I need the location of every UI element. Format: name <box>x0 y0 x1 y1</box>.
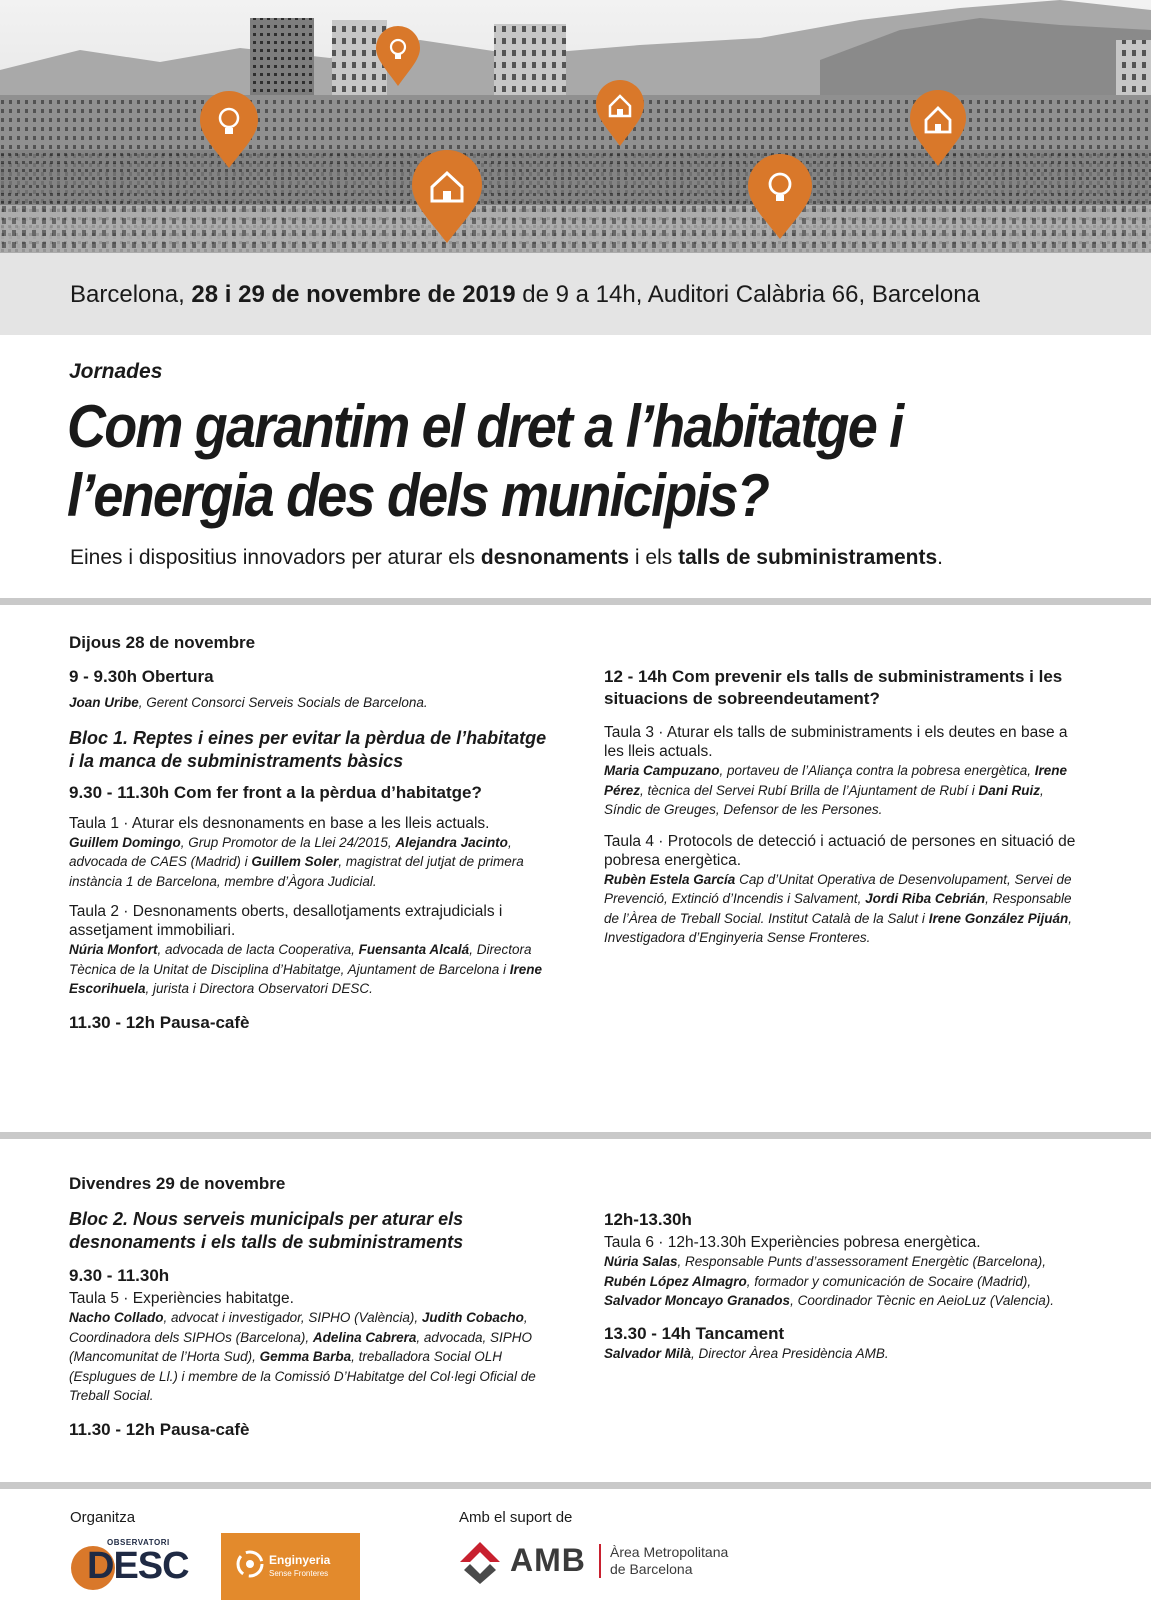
hero-cityscape <box>0 0 1151 253</box>
esf-logo-subtext: Sense Fronteres <box>269 1569 329 1578</box>
subtitle: Eines i dispositius innovadors per aturar els desnonaments i els talls de subministraments. <box>70 546 944 569</box>
taula6-speakers: Núria Salas, Responsable Punts d’assessorament Energètic (Barcelona), Rubén López Almagro, formador y comunicación de Socaire (Madrid), Salvador Moncayo Granados, Coordinador Tècnic en AeioLuz (Valencia). <box>604 1254 1054 1308</box>
section-divider <box>0 598 1151 605</box>
bloc2-title: Bloc 2. Nous serveis municipals per aturar els desnonaments i els talls de subministraments <box>69 1209 464 1252</box>
section-divider <box>0 1482 1151 1489</box>
section-divider <box>0 1132 1151 1139</box>
pause-day2: 11.30 - 12h Pausa-cafè <box>69 1419 250 1439</box>
amb-logo-text: AMB <box>510 1542 586 1578</box>
cityscape-illustration <box>0 0 1151 253</box>
closing-speaker: Salvador Milà, Director Àrea Presidència AMB. <box>604 1345 889 1361</box>
day1-right-column <box>604 666 1084 948</box>
taula5-speakers: Nacho Collado, advocat i investigador, SIPHO (València), Judith Cobacho, Coordinadora dels SIPHOs (Barcelona), Adelina Cabrera, advocada, SIPHO (Mancomunitat de l’Horta Sud), Gemma Barba, treballadora Social OLH (Esplugues de Ll.) i membre de la Comissió D’Habitatge del Col·legi Oficial de Treball Social. <box>69 1310 536 1403</box>
day1-date: Dijous 28 de novembre <box>69 633 256 652</box>
pause-day1: 11.30 - 12h Pausa-cafè <box>69 1012 250 1032</box>
desc-logo-text: DESC <box>87 1545 189 1587</box>
opening-session: 9 - 9.30h Obertura <box>69 667 214 686</box>
taula1-title: Taula 1 · Aturar els desnonaments en base a les lleis actuals. <box>69 814 490 832</box>
desc-logo-small: OBSERVATORI <box>107 1538 170 1547</box>
esf-logo-text: Enginyeria <box>269 1553 331 1567</box>
day2-right-column <box>604 1210 1084 1363</box>
taula3-speakers: Maria Campuzano, portaveu de l’Aliança contra la pobresa energètica, Irene Pérez, tècnica del Servei Rubí Brilla de l’Ajuntament de Rubí i Dani Ruiz, Síndic de Greuges, Defensor de les Persones. <box>604 763 1068 817</box>
support-label: Amb el suport de <box>459 1509 573 1526</box>
taula4-speakers: Rubèn Estela García Cap d’Unitat Operativa de Desenvolupament, Servei de Prevenció, Extinció d’Incendis i Salvament, Jordi Riba Cebrián, Responsable de l’Àrea de Treball Social. Institut Català de la Salut i Irene González Pijuán, Investigadora d’Enginyeria Sense Fronteres. <box>604 871 1072 945</box>
opening-speaker: Joan Uribe, Gerent Consorci Serveis Socials de Barcelona. <box>69 695 428 710</box>
day2-left-column <box>69 1174 549 1440</box>
taula4-title: Taula 4 · Protocols de detecció i actuació de persones en situació de pobresa energètica. <box>604 832 1076 869</box>
day2-time1: 9.30 - 11.30h <box>69 1266 170 1285</box>
kicker: Jornades <box>69 360 163 383</box>
page-title: Com garantim el dret a l’habitatge i l’energia des dels municipis? <box>67 393 903 529</box>
taula6-title: Taula 6 · 12h-13.30h Experiències pobresa energètica. <box>604 1234 981 1251</box>
session1-title: 9.30 - 11.30h Com fer front a la pèrdua d’habitatge? <box>69 782 482 802</box>
taula3-title: Taula 3 · Aturar els talls de subministraments i els deutes en base a les lleis actuals. <box>604 724 1068 760</box>
taula2-speakers: Núria Monfort, advocada de lacta Cooperativa, Fuensanta Alcalá, Directora Tècnica de la Unitat de Disciplina d’Habitatge, Ajuntament de Barcelona i Irene Escorihuela, jurista i Directora Observatori DESC. <box>69 942 543 996</box>
organizer-label: Organitza <box>70 1509 136 1526</box>
taula5-title: Taula 5 · Experiències habitatge. <box>69 1290 294 1307</box>
bloc1-title: Bloc 1. Reptes i eines per evitar la pèrdua de l’habitatge i la manca de subministraments bàsics <box>69 727 547 771</box>
day2-time2: 12h-13.30h <box>604 1210 692 1229</box>
event-date-line: Barcelona, 28 i 29 de novembre de 2019 de 9 a 14h, Auditori Calàbria 66, Barcelona <box>70 281 980 308</box>
esf-logo-icon <box>235 1549 265 1579</box>
closing-session: 13.30 - 14h Tancament <box>604 1323 785 1343</box>
amb-logo-caption: Àrea Metropolitana de Barcelona <box>610 1544 729 1577</box>
enginyeria-sense-fronteres-logo <box>221 1533 360 1600</box>
day1-left-column <box>69 633 549 1033</box>
day2-date: Divendres 29 de novembre <box>69 1174 286 1193</box>
taula1-speakers: Guillem Domingo, Grup Promotor de la Llei 24/2015, Alejandra Jacinto, advocada de CAES (Madrid) i Guillem Soler, magistrat del jutjat de primera instància 1 de Barcelona, membre d’Àgora Judicial. <box>69 834 524 889</box>
amb-logo-icon <box>458 1540 502 1584</box>
amb-divider <box>599 1544 601 1578</box>
taula2-title: Taula 2 · Desnonaments oberts, desallotjaments extrajudicials i assetjament immobiliari. <box>69 903 503 939</box>
session2-title: 12 - 14h Com prevenir els talls de subministraments i les situacions de sobreendeutament? <box>604 667 1063 708</box>
